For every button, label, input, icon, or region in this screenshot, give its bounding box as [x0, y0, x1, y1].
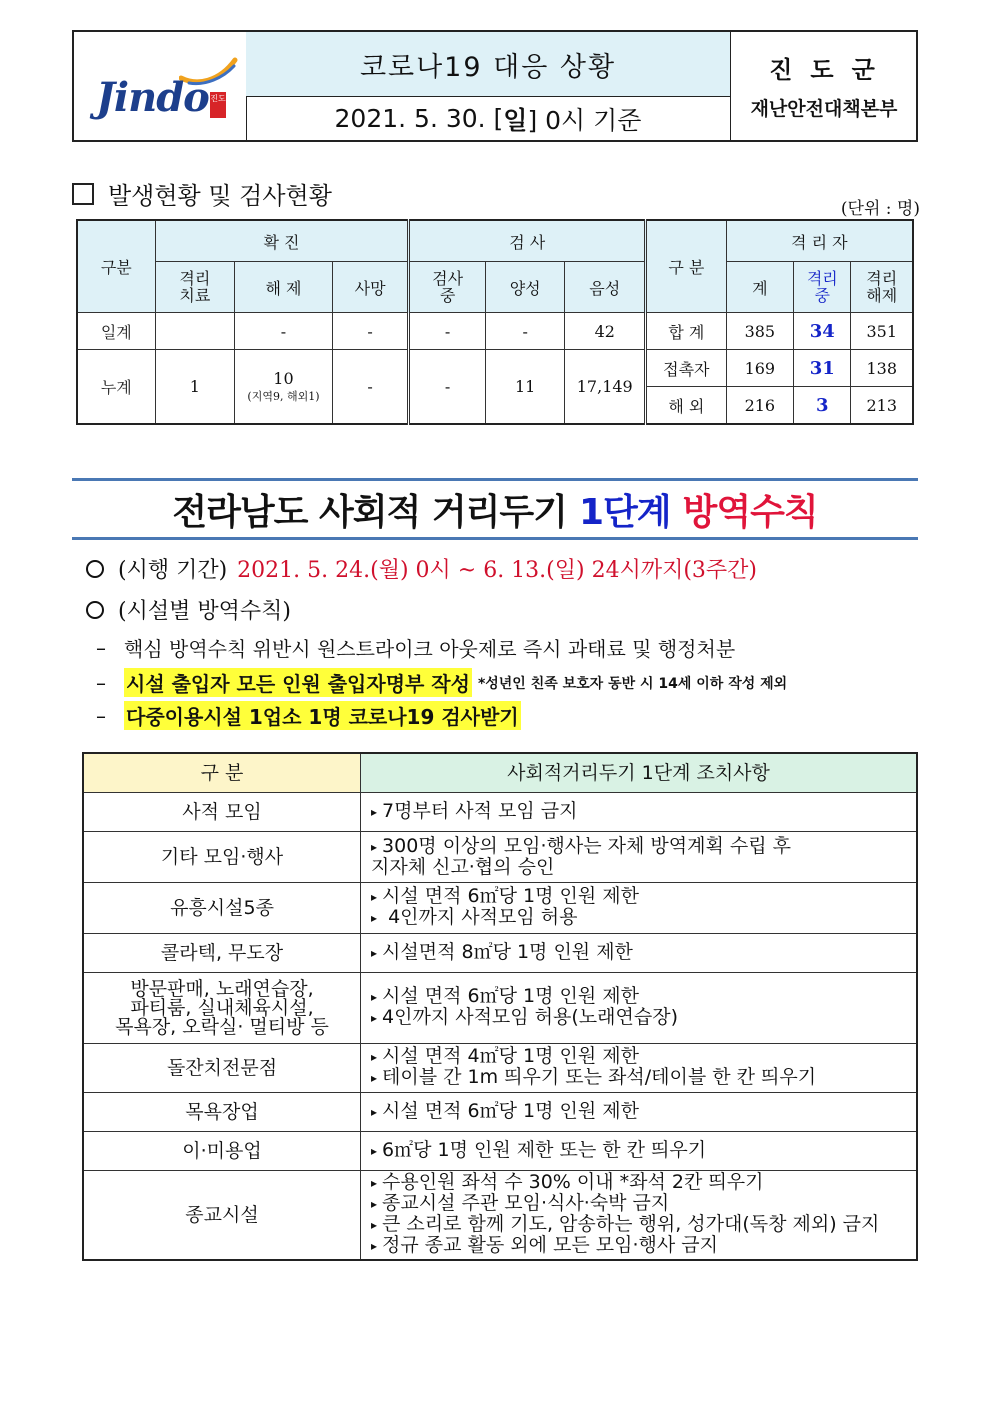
q-contact-released: 138 [851, 350, 913, 387]
dash-line-1 [96, 633, 735, 662]
header-quarantine: 격 리 자 [726, 220, 913, 262]
table-row [83, 832, 917, 883]
header-negative: 음성 [565, 262, 646, 313]
report-header [72, 30, 918, 142]
measure-item: ▸ 정규 종교 활동 외에 모든 모임·행사 금지 [371, 1236, 916, 1257]
cumul-negative: 17,149 [565, 350, 646, 425]
section-heading [72, 176, 332, 211]
stats-table [76, 219, 914, 425]
table-row [83, 1132, 917, 1171]
measure-category: 목욕장, 오락실· 멀티방 등 [115, 1015, 329, 1038]
q-total-in: 34 [794, 313, 851, 350]
banner-title [72, 483, 918, 535]
banner-part-1: 전라남도 사회적 거리두기 [172, 491, 567, 533]
row-label-daily: 일계 [77, 313, 155, 350]
q-total-total: 385 [726, 313, 793, 350]
header-q-released: 격리 해제 [851, 262, 913, 313]
measure-item: ▸ 4인까지 사적모임 허용 [371, 908, 916, 929]
measure-category-cell [83, 793, 361, 832]
dash-line-2 [96, 668, 787, 697]
dash-bullet-icon: – [96, 703, 106, 728]
daily-iso [155, 313, 235, 350]
daily-negative: 42 [565, 313, 646, 350]
measure-items-cell [361, 793, 918, 832]
measure-item: ▸ 수용인원 좌석 수 30% 이내 *좌석 2칸 띄우기 [371, 1173, 916, 1194]
measure-category: 목욕장업 [185, 1100, 259, 1123]
measure-category-cell [83, 832, 361, 883]
cumul-released-cell [235, 350, 333, 425]
header-gubun-2: 구 분 [646, 220, 727, 313]
cumul-testing: - [409, 350, 486, 425]
measure-category-cell [83, 973, 361, 1044]
measure-item: ▸ 테이블 간 1m 띄우기 또는 좌석/테이블 한 칸 띄우기 [371, 1068, 916, 1089]
logo-badge: 진도 [210, 92, 226, 118]
measure-item: ▸ 4인까지 사적모임 허용(노래연습장) [371, 1008, 916, 1029]
row-label-cumul: 누계 [77, 350, 155, 425]
q-contact-in: 31 [794, 350, 851, 387]
measure-items-cell [361, 934, 918, 973]
dash-text-1: 핵심 방역수칙 위반시 원스트라이크 아웃제로 즉시 과태료 및 행정처분 [124, 637, 736, 661]
report-title: 코로나19 대응 상황 [246, 32, 730, 97]
org-department: 재난안전대책본부 [750, 98, 898, 120]
measure-item: ▸ 종교시설 주관 모임·식사·숙박 금지 [371, 1194, 916, 1215]
measure-items-cell [361, 832, 918, 883]
dash-text-3: 다중이용시설 1업소 1명 코로나19 검사받기 [124, 701, 521, 730]
header-positive: 양성 [485, 262, 565, 313]
dash-text-2: 시설 출입자 모든 인원 출입자명부 작성 [124, 668, 472, 697]
q-label-overseas: 해 외 [646, 387, 727, 425]
header-testing: 검사 중 [409, 262, 486, 313]
org-name: 진도군 [769, 56, 893, 84]
facility-label: (시설별 방역수칙) [118, 599, 291, 624]
header-test: 검 사 [409, 220, 646, 262]
daily-positive: - [485, 313, 565, 350]
header-q-total: 계 [726, 262, 793, 313]
measure-category: 사적 모임 [182, 800, 262, 823]
measure-items-cell [361, 1171, 918, 1261]
unit-note: (단위 : 명) [840, 199, 920, 219]
measure-category-cell [83, 934, 361, 973]
measure-category: 기타 모임·행사 [160, 845, 284, 868]
measure-category-cell [83, 883, 361, 934]
dash-line-3 [96, 701, 521, 730]
measure-item: ▸ 7명부터 사적 모임 금지 [371, 802, 916, 823]
header-death: 사망 [332, 262, 409, 313]
table-row [83, 1044, 917, 1093]
measures-header-actions: 사회적거리두기 1단계 조치사항 [361, 753, 918, 793]
measure-category: 종교시설 [185, 1203, 259, 1226]
measure-category-cell [83, 1044, 361, 1093]
cumul-iso: 1 [155, 350, 235, 425]
period-value: 2021. 5. 24.(월) 0시 ~ 6. 13.(일) 24시까지(3주간) [237, 558, 757, 583]
q-overseas-released: 213 [851, 387, 913, 425]
measure-category: 유흥시설5종 [170, 896, 274, 919]
measure-item: ▸ 시설 면적 4㎡당 1명 인원 제한 [371, 1047, 916, 1068]
circle-bullet-icon [86, 560, 104, 578]
banner-part-3: 방역수칙 [682, 491, 818, 533]
table-row [83, 883, 917, 934]
daily-released: - [235, 313, 333, 350]
measure-category: 이·미용업 [182, 1139, 262, 1162]
header-gubun: 구분 [77, 220, 155, 313]
measure-category-cell [83, 1093, 361, 1132]
q-overseas-total: 216 [726, 387, 793, 425]
table-row [83, 793, 917, 832]
banner-rule-top [72, 478, 918, 481]
measures-table [82, 752, 918, 1261]
period-line [86, 553, 757, 584]
cumul-released: 10 [273, 369, 294, 388]
banner-part-2: 1단계 [578, 491, 671, 533]
checkbox-square-icon [72, 183, 94, 205]
q-contact-total: 169 [726, 350, 793, 387]
q-label-total: 합 계 [646, 313, 727, 350]
logo-wordmark: Jindo [96, 74, 209, 121]
table-row [83, 1093, 917, 1132]
date-prefix: 2021. 5. 30. [ [334, 104, 504, 133]
measure-item: ▸ 시설 면적 6㎡당 1명 인원 제한 [371, 887, 916, 908]
measures-body [83, 793, 917, 1261]
banner-rule-bottom [72, 537, 918, 540]
table-row [83, 1171, 917, 1261]
measure-items-cell [361, 973, 918, 1044]
measure-category: 콜라텍, 무도장 [160, 941, 284, 964]
measure-category-cell [83, 1132, 361, 1171]
table-row [83, 973, 917, 1044]
period-label: (시행 기간) [118, 558, 228, 583]
measure-category-cell [83, 1171, 361, 1261]
measure-items-cell [361, 1132, 918, 1171]
table-row [83, 934, 917, 973]
header-confirmed: 확 진 [155, 220, 409, 262]
measure-item: ▸ 큰 소리로 함께 기도, 암송하는 행위, 성가대(독창 제외) 금지 [371, 1215, 916, 1236]
date-suffix: ] 0시 기준 [527, 105, 642, 135]
q-total-released: 351 [851, 313, 913, 350]
cumul-positive: 11 [485, 350, 565, 425]
date-day: 일 [503, 105, 528, 135]
header-iso-treat: 격리 치료 [155, 262, 235, 313]
measure-items-cell [361, 1044, 918, 1093]
cumul-death: - [332, 350, 409, 425]
measure-item: ▸ 시설면적 8㎡당 1명 인원 제한 [371, 943, 916, 964]
measure-item: ▸ 시설 면적 6㎡당 1명 인원 제한 [371, 987, 916, 1008]
measure-item: ▸ 시설 면적 6㎡당 1명 인원 제한 [371, 1102, 916, 1123]
q-overseas-in: 3 [794, 387, 851, 425]
header-in-quarantine: 격리 중 [794, 262, 851, 313]
q-label-contact: 접촉자 [646, 350, 727, 387]
measure-items-cell [361, 1093, 918, 1132]
measure-item: ▸ 300명 이상의 모임·행사는 자체 방역계획 수립 후 지자체 신고·협의 승인 [371, 837, 916, 877]
measure-item: ▸ 6㎡당 1명 인원 제한 또는 한 칸 띄우기 [371, 1141, 916, 1162]
dash-note-2: *성년인 친족 보호자 동반 시 14세 이하 작성 제외 [477, 675, 788, 692]
measure-category: 돌잔치전문점 [166, 1056, 278, 1079]
dash-bullet-icon: – [96, 670, 106, 695]
facility-line [86, 594, 291, 625]
logo-cell [74, 32, 247, 140]
cumul-released-note: (지역9, 해외1) [247, 390, 320, 403]
daily-testing: - [409, 313, 486, 350]
dash-bullet-icon: – [96, 635, 106, 660]
circle-bullet-icon [86, 601, 104, 619]
report-date [246, 97, 730, 140]
daily-death: - [332, 313, 409, 350]
measure-category: 방문판매, 노래연습장, [130, 977, 314, 1000]
measure-category: 파티룸, 실내체육시설, [130, 996, 314, 1019]
section-title: 발생현황 및 검사현황 [108, 182, 332, 210]
header-released: 해 제 [235, 262, 333, 313]
measure-items-cell [361, 883, 918, 934]
measures-header-category: 구 분 [83, 753, 361, 793]
org-cell [730, 32, 917, 140]
